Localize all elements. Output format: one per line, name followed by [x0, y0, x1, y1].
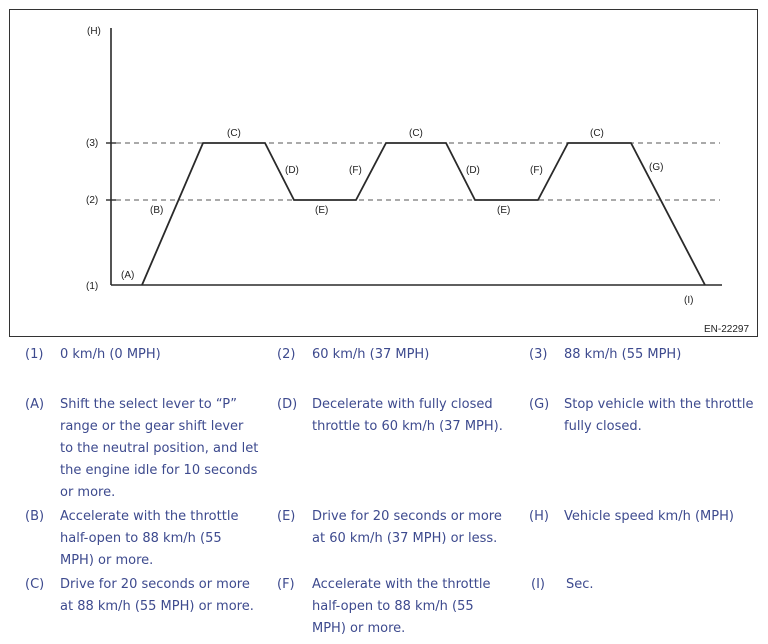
figure-id: EN-22297: [704, 324, 750, 335]
legend-line: Stop vehicle with the throttle: [564, 397, 754, 412]
legend-code: (2): [277, 347, 296, 362]
legend-line: Vehicle speed km/h (MPH): [564, 509, 734, 524]
legend-text: 60 km/h (37 MPH): [312, 347, 430, 362]
legend-code: (D): [277, 397, 298, 412]
legend-text: [564, 394, 753, 438]
segment-label-c2: (C): [409, 128, 423, 139]
legend-code: (F): [277, 577, 295, 592]
legend-line: MPH) or more.: [60, 553, 154, 568]
segment-label-c3: (C): [590, 128, 604, 139]
legend-line: Accelerate with the throttle: [60, 509, 239, 524]
legend-line: Decelerate with fully closed: [312, 397, 493, 412]
segment-label-e1: (E): [315, 205, 329, 216]
legend-line: fully closed.: [564, 419, 642, 434]
legend-line: Shift the select lever to “P”: [60, 397, 238, 412]
legend-text: [312, 394, 503, 438]
legend-line: Accelerate with the throttle: [312, 577, 491, 592]
legend-text: [60, 574, 254, 618]
legend-code: (I): [531, 577, 545, 592]
legend-text: [566, 574, 594, 596]
legend-text: 0 km/h (0 MPH): [60, 347, 161, 362]
legend-line: at 60 km/h (37 MPH) or less.: [312, 531, 498, 546]
legend-line: half-open to 88 km/h (55: [60, 531, 222, 546]
legend-line: or more.: [60, 485, 116, 500]
legend-code: (C): [25, 577, 45, 592]
level-label-2: (2): [86, 195, 99, 206]
legend-text: [60, 394, 258, 504]
legend-line: Drive for 20 seconds or more: [312, 509, 502, 524]
legend-code: (E): [277, 509, 296, 524]
segment-label-f1: (F): [349, 165, 362, 176]
legend-text: 88 km/h (55 MPH): [564, 347, 682, 362]
segment-label-e2: (E): [497, 205, 511, 216]
speed-profile-line: [142, 143, 705, 285]
legend-text: [60, 506, 238, 572]
legend-line: MPH) or more.: [312, 621, 406, 636]
legend-code: (B): [25, 509, 45, 524]
segment-label-a: (A): [121, 270, 135, 281]
legend-line: the engine idle for 10 seconds: [60, 463, 258, 478]
legend-text: [564, 506, 734, 528]
legend-code: (G): [529, 397, 550, 412]
legend-code: (A): [25, 397, 45, 412]
legend-code: (H): [529, 509, 549, 524]
segment-label-b: (B): [150, 205, 164, 216]
legend-line: Sec.: [566, 577, 594, 592]
x-axis-end-label: (I): [684, 295, 694, 306]
level-label-3: (3): [86, 138, 99, 149]
segment-label-d1: (D): [285, 165, 299, 176]
y-axis-label: (H): [87, 26, 101, 37]
legend-code: (1): [25, 347, 44, 362]
legend-text: [312, 506, 502, 550]
legend-code: (3): [529, 347, 548, 362]
legend-line: at 88 km/h (55 MPH) or more.: [60, 599, 254, 614]
segment-label-f2: (F): [530, 165, 543, 176]
segment-label-g: (G): [649, 162, 664, 173]
legend-text: [312, 574, 490, 640]
segment-label-c1: (C): [227, 128, 241, 139]
level-label-1: (1): [86, 281, 99, 292]
legend-line: to the neutral position, and let: [60, 441, 259, 456]
legend-line: Drive for 20 seconds or more: [60, 577, 250, 592]
legend-line: throttle to 60 km/h (37 MPH).: [312, 419, 503, 434]
legend-line: half-open to 88 km/h (55: [312, 599, 474, 614]
segment-label-d2: (D): [466, 165, 480, 176]
legend-line: range or the gear shift lever: [60, 419, 244, 434]
